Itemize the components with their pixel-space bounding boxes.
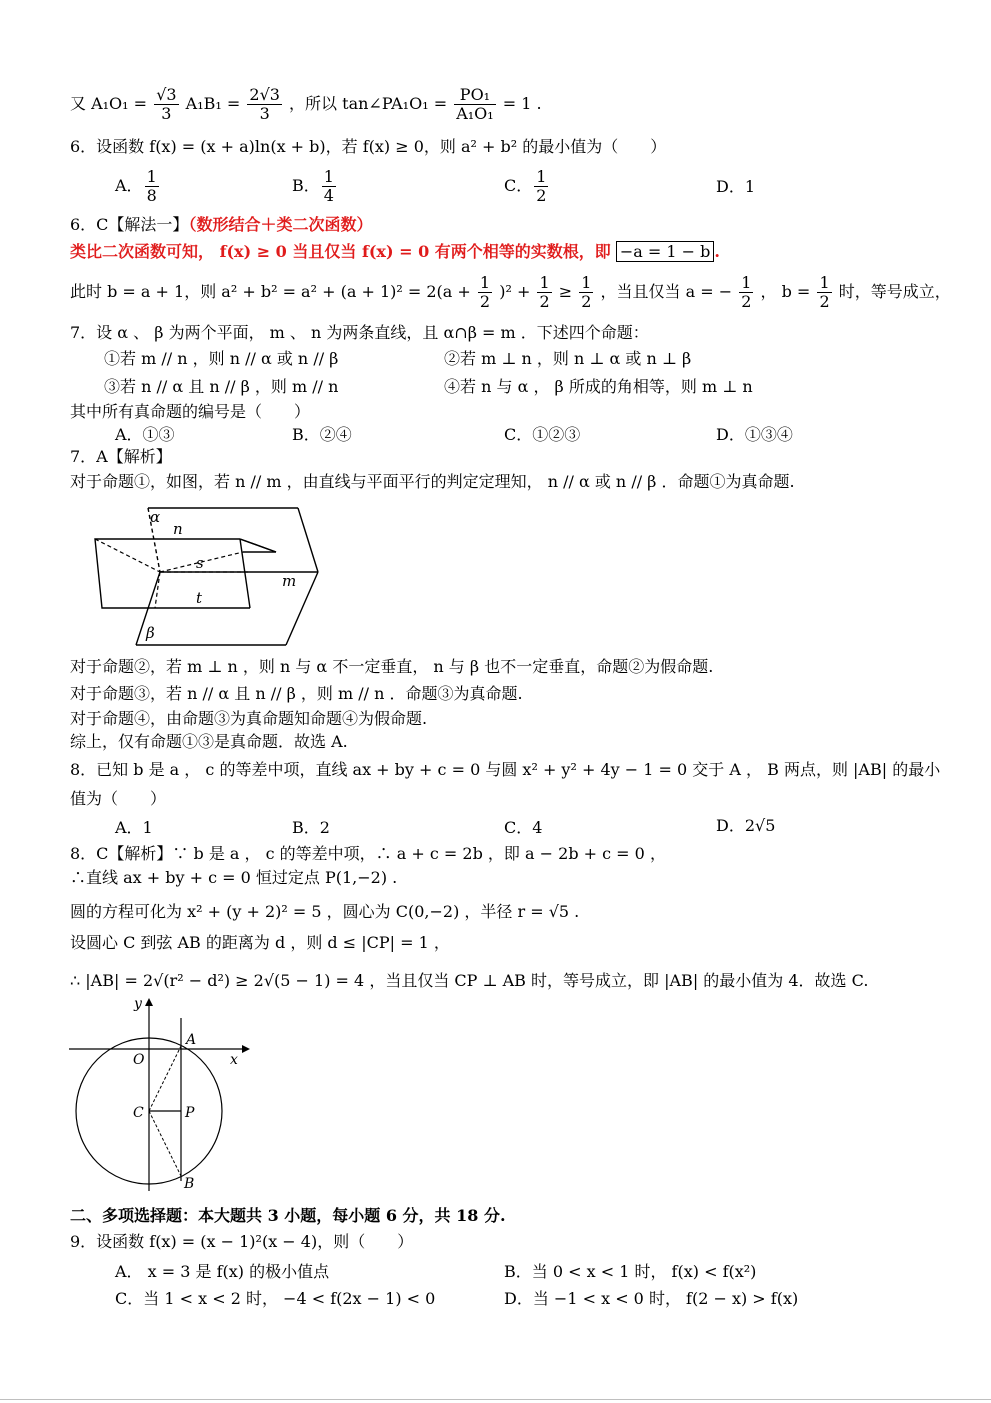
hidden-line-1: [95, 539, 160, 572]
q7-option-a: A．①③: [115, 425, 175, 444]
fraction: $\frac{2√3}{3}$: [249, 85, 280, 123]
boxed-condition: −a = 1 − b: [616, 241, 715, 262]
label-t: t: [196, 589, 203, 607]
sol7-line-3: 对于命题③，若 n // α 且 n // β ，则 m // n ．命题③为真命题.: [70, 684, 523, 703]
q9-stem: 9．设函数 f(x) = (x − 1)²(x − 4)，则（ ）: [70, 1232, 414, 1251]
q6-stem: 6．设函数 f(x) = (x + a)ln(x + b)，若 f(x) ≥ 0，则 a² + b² 的最小值为（ ）: [70, 137, 667, 156]
label-a: A: [186, 1032, 197, 1048]
label-x: x: [230, 1052, 238, 1068]
q7-ask: 其中所有真命题的编号是（ ）: [70, 402, 311, 421]
sol8-line-1: 8．C【解析】∵ b 是 a ， c 的等差中项，∴ a + c = 2b ，即 a − 2b + c = 0 ，: [70, 844, 666, 863]
sol7-line-1: 对于命题①，如图，若 n // m ，由直线与平面平行的判定定理知， n // α 或 n // β ．命题①为真命题.: [70, 472, 795, 491]
sol8-line-5: ∴ |AB| = 2√(r² − d²) ≥ 2√(5 − 1) = 4 ，当且仅当 CP ⊥ AB 时，等号成立，即 |AB| 的最小值为 4．故选 C.: [70, 971, 869, 990]
sol6-heading: 6．C【解法一】（数形结合＋类二次函数）: [70, 215, 373, 234]
label-beta: β: [146, 624, 155, 642]
x-axis-arrow: [242, 1045, 250, 1053]
planes-diagram: [80, 500, 340, 650]
sol8-line-3: 圆的方程可化为 x² + (y + 2)² = 5 ，圆心为 C(0,−2) ，半径 r = √5 .: [70, 902, 580, 921]
sol8-line-4: 设圆心 C 到弦 AB 的距离为 d ，则 d ≤ |CP| = 1 ，: [70, 933, 450, 952]
q8-option-a: A．1: [115, 818, 153, 837]
plane-beta-right: [298, 508, 318, 572]
q9-option-d: D．当 −1 < x < 0 时， f(2 − x) > f(x): [504, 1289, 799, 1308]
label-p: P: [185, 1105, 195, 1121]
section-2-title: 二、多项选择题：本大题共 3 小题，每小题 6 分，共 18 分.: [70, 1206, 506, 1225]
segment-ca: [149, 1046, 181, 1111]
eq-end: = 1 .: [502, 94, 542, 113]
q9-option-a: A． x = 3 是 f(x) 的极小值点: [115, 1262, 330, 1281]
q7-option-d: D．①③④: [716, 425, 793, 444]
q9-option-b: B．当 0 < x < 1 时， f(x) < f(x²): [504, 1262, 757, 1281]
circle-diagram: [64, 996, 264, 1196]
fraction: $\frac{√3}{3}$: [156, 85, 177, 123]
q7-proposition-3: ③若 n // α 且 n // β ，则 m // n: [104, 377, 339, 396]
sol7-line-2: 对于命题②，若 m ⊥ n ，则 n 与 α 不一定垂直， n 与 β 也不一定垂直，命题②为假命题.: [70, 657, 714, 676]
q6-option-d: D．1: [716, 177, 756, 196]
label-y: y: [134, 996, 142, 1012]
q7-stem: 7．设 α 、 β 为两个平面， m 、 n 为两条直线，且 α∩β = m ．下述四个命题：: [70, 323, 649, 342]
eq-mid: A₁B₁ =: [185, 94, 241, 113]
sol6-derivation: 此时 b = a + 1，则 a² + b² = a² + (a + 1)² = 2(a + $\frac{1}{2}$ )² + $\frac{1}{2}$ ≥ $\frac{1}{2}$ ，当且仅当 a = − $\frac{1}{2}$ ， b = $\frac{1}{2}$ 时，等号成立，: [70, 273, 951, 311]
q7-option-c: C．①②③: [504, 425, 581, 444]
label-s: s: [196, 554, 204, 572]
segment-cb: [149, 1111, 181, 1176]
label-b: B: [184, 1176, 195, 1192]
line-n-head: [240, 539, 276, 552]
q8-stem-line-1: 8．已知 b 是 a ， c 的等差中项，直线 ax + by + c = 0 与圆 x² + y² + 4y − 1 = 0 交于 A ， B 两点，则 |AB| 的最小: [70, 760, 941, 779]
top-equation: [70, 86, 542, 123]
q6-option-c: C． $\frac{1}{2}$: [504, 167, 547, 205]
sol7-line-4: 对于命题④，由命题③为真命题知命题④为假命题.: [70, 709, 428, 728]
sol7-heading: 7．A【解析】: [70, 447, 172, 466]
q8-option-d: D．2√5: [716, 816, 776, 835]
q7-proposition-4: ④若 n 与 α ， β 所成的角相等，则 m ⊥ n: [444, 377, 753, 396]
page-bottom-rule: [0, 1399, 991, 1400]
label-n: n: [173, 520, 183, 538]
fraction: $\frac{\text{PO₁}}{\text{A₁O₁}}$: [456, 85, 494, 123]
q9-option-c: C．当 1 < x < 2 时， −4 < f(2x − 1) < 0: [115, 1289, 436, 1308]
sol8-line-2: ∴直线 ax + by + c = 0 恒过定点 P(1,−2) .: [70, 868, 398, 887]
y-axis-arrow: [145, 998, 153, 1006]
label-o: O: [133, 1052, 145, 1068]
q7-proposition-2: ②若 m ⊥ n ，则 n ⊥ α 或 n ⊥ β: [444, 349, 692, 368]
q7-option-b: B．②④: [292, 425, 352, 444]
plane-alpha-right: [240, 539, 250, 608]
label-c: C: [133, 1105, 144, 1121]
sol7-line-5: 综上，仅有命题①③是真命题．故选 A.: [70, 732, 348, 751]
q6-option-b: B． $\frac{1}{4}$: [292, 167, 334, 205]
q6-option-a: A． $\frac{1}{8}$: [115, 167, 157, 205]
plane-alpha-outline: [95, 539, 240, 608]
label-alpha: α: [150, 508, 161, 526]
q8-stem-line-2: 值为（ ）: [70, 789, 167, 808]
q8-option-c: C．4: [504, 818, 543, 837]
q8-option-b: B．2: [292, 818, 330, 837]
q7-proposition-1: ①若 m // n ，则 n // α 或 n // β: [104, 349, 339, 368]
eq-tail: ，所以 tan∠PA₁O₁ =: [289, 94, 448, 113]
sol6-key-line: 类比二次函数可知， f(x) ≥ 0 当且仅当 f(x) = 0 有两个相等的实数根，即 −a = 1 − b .: [70, 242, 720, 261]
label-m: m: [282, 572, 297, 590]
eq-prefix: 又 A₁O₁ =: [70, 94, 148, 113]
